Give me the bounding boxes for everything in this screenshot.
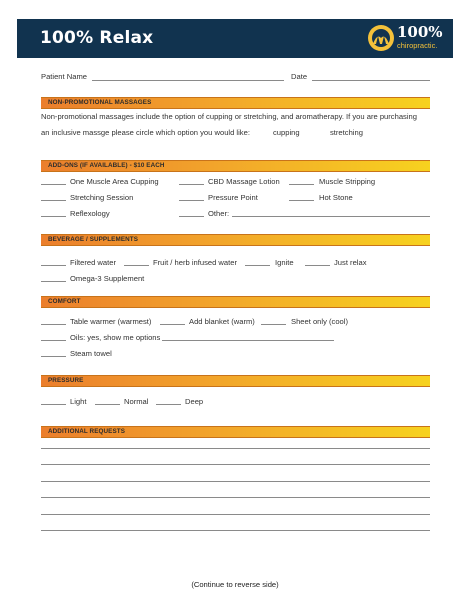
section-heading: PRESSURE — [48, 377, 84, 384]
comfort-item: Table warmer (warmest) — [70, 317, 152, 326]
section-bar-requests — [41, 426, 430, 438]
continue-note: (Continue to reverse side) — [191, 580, 279, 589]
section-heading: ADDITIONAL REQUESTS — [48, 428, 126, 435]
beverage-item: Omega-3 Supplement — [70, 274, 145, 283]
addon-item: Stretching Session — [70, 193, 134, 202]
section-bar-pressure — [41, 375, 430, 387]
pressure-item: Light — [70, 397, 87, 406]
checkbox-line[interactable] — [41, 404, 66, 405]
beverage-item: Ignite — [275, 258, 294, 267]
checkbox-line[interactable] — [124, 265, 149, 266]
addon-item: Hot Stone — [319, 193, 353, 202]
checkbox-line[interactable] — [41, 216, 66, 217]
pressure-item: Normal — [124, 397, 149, 406]
addon-item: One Muscle Area Cupping — [70, 177, 159, 186]
comfort-item: Steam towel — [70, 349, 112, 358]
section-heading: NON-PROMOTIONAL MASSAGES — [48, 99, 152, 106]
patient-name-field[interactable] — [92, 80, 284, 81]
brand-logo — [367, 23, 449, 55]
logo-wordmark: 100% — [397, 23, 443, 41]
pressure-item: Deep — [185, 397, 204, 406]
request-line[interactable] — [41, 448, 430, 449]
checkbox-line[interactable] — [179, 216, 204, 217]
section-bar-beverage — [41, 234, 430, 246]
checkbox-line[interactable] — [41, 356, 66, 357]
checkbox-line[interactable] — [156, 404, 181, 405]
request-line[interactable] — [41, 514, 430, 515]
other-field[interactable] — [232, 216, 430, 217]
checkbox-line[interactable] — [41, 340, 66, 341]
checkbox-line[interactable] — [179, 200, 204, 201]
checkbox-line[interactable] — [95, 404, 120, 405]
checkbox-line[interactable] — [289, 200, 314, 201]
checkbox-line[interactable] — [179, 184, 204, 185]
option-stretching[interactable]: stretching — [330, 128, 363, 137]
section-bar-comfort — [41, 296, 430, 308]
comfort-item: Add blanket (warm) — [189, 317, 255, 326]
header-banner — [17, 19, 453, 58]
addon-item: CBD Massage Lotion — [208, 177, 280, 186]
checkbox-line[interactable] — [305, 265, 330, 266]
request-line[interactable] — [41, 497, 430, 498]
beverage-item: Just relax — [334, 258, 367, 267]
request-line[interactable] — [41, 481, 430, 482]
form-title: 100% Relax — [40, 28, 154, 48]
checkbox-line[interactable] — [41, 265, 66, 266]
addon-item: Pressure Point — [208, 193, 258, 202]
section-heading: COMFORT — [48, 298, 81, 305]
checkbox-line[interactable] — [289, 184, 314, 185]
request-line[interactable] — [41, 464, 430, 465]
non-promo-text: Non-promotional massages include the option of cupping or stretching, and aromatherapy. If you are purchasing — [41, 112, 417, 121]
section-heading: BEVERAGE / SUPPLEMENTS — [48, 236, 139, 243]
checkbox-line[interactable] — [245, 265, 270, 266]
section-bar-addons — [41, 160, 430, 172]
request-line[interactable] — [41, 530, 430, 531]
section-bar-non-promo — [41, 97, 430, 109]
comfort-item: Oils: yes, show me options — [70, 333, 161, 342]
sun-hands-logo-icon — [367, 24, 395, 52]
beverage-item: Fruit / herb infused water — [153, 258, 237, 267]
checkbox-line[interactable] — [41, 281, 66, 282]
oils-options-field[interactable] — [162, 340, 334, 341]
patient-name-label: Patient Name — [41, 72, 88, 81]
option-cupping[interactable]: cupping — [273, 128, 300, 137]
date-field[interactable] — [312, 80, 430, 81]
addon-item: Muscle Stripping — [319, 177, 376, 186]
non-promo-text: an inclusive massge please circle which option you would like: — [41, 128, 250, 137]
checkbox-line[interactable] — [41, 324, 66, 325]
comfort-item: Sheet only (cool) — [291, 317, 348, 326]
beverage-item: Filtered water — [70, 258, 117, 267]
date-label: Date — [291, 72, 308, 81]
checkbox-line[interactable] — [41, 200, 66, 201]
logo-subtitle: chiropractic. — [397, 41, 438, 50]
section-heading: ADD-ONS (IF AVAILABLE) - $10 EACH — [48, 162, 165, 169]
checkbox-line[interactable] — [261, 324, 286, 325]
checkbox-line[interactable] — [41, 184, 66, 185]
checkbox-line[interactable] — [160, 324, 185, 325]
addon-item: Reflexology — [70, 209, 110, 218]
addon-item-other: Other: — [208, 209, 230, 218]
